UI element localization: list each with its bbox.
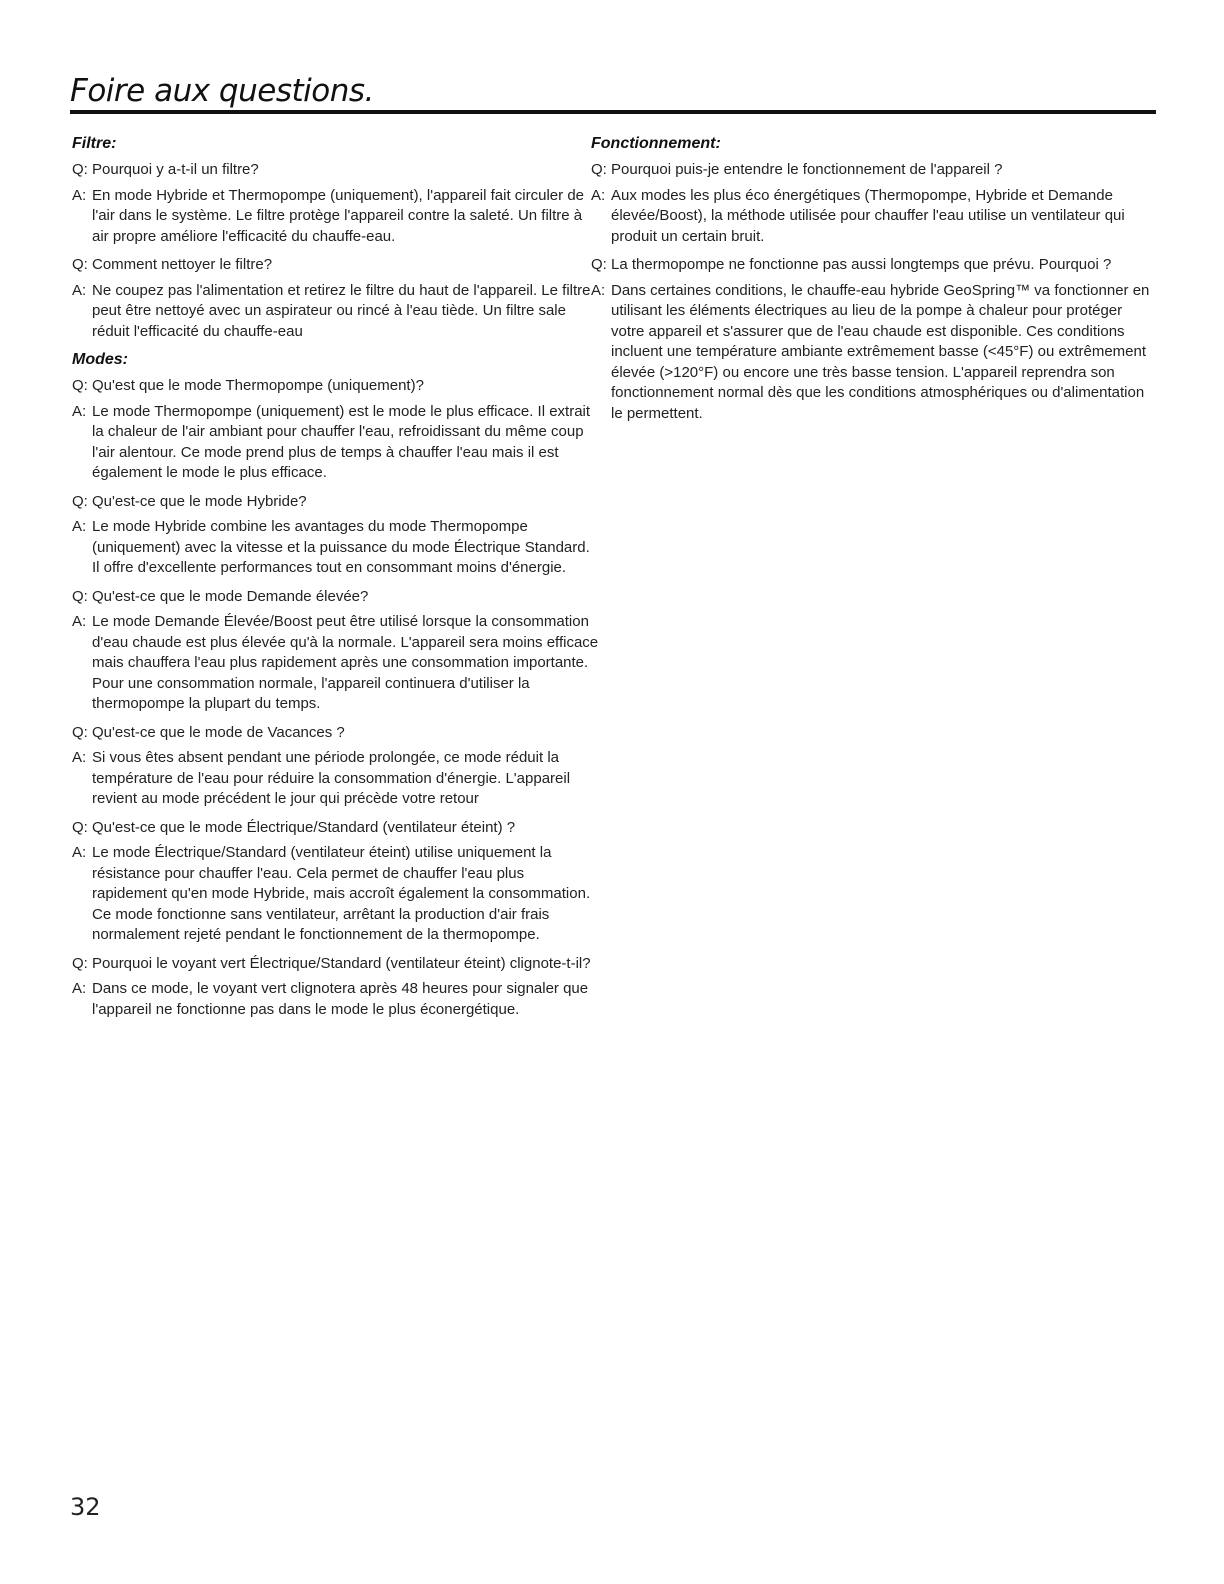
answer [72,843,600,946]
question-text: Qu'est que le mode Thermopompe (uniquement)? [92,377,424,394]
answer-text: Le mode Thermopompe (uniquement) est le mode le plus efficace. Il extrait la chaleur de l'air ambiant pour chauffer l'eau, refroidissant du même coup l'air alentour. Ce mode prend plus de temps à chauffer l'eau mais il est également le mode le plus efficace. [92,402,591,481]
question-marker: Q: [72,818,88,836]
answer-text: Dans ce mode, le voyant vert clignotera après 48 heures pour signaler que l'appareil ne fonctionne pas dans le mode le plus éconergétique. [92,980,589,1018]
answer-text: Dans certaines conditions, le chauffe-eau hybride GeoSpring™ va fonctionner en utilisant les éléments électriques au lieu de la pompe à chaleur pour protéger votre appareil et s'assurer que de l'eau chaude est disponible. Ces conditions incluent une température ambiante extrêmement basse (<45°F) ou extrêmement élevée (>120°F) ou encore une très basse tension. L'appareil reprendra son fonctionnement normal dès que les conditions atmosphériques ou d'alimentation le permettent. [611,281,1150,422]
question-text: Pourquoi y a-t-il un filtre? [92,161,259,178]
question-text: Pourquoi puis-je entendre le fonctionnement de l'appareil ? [611,161,1003,178]
question [72,818,600,839]
left-column [72,134,600,1028]
section-heading: Filtre: [72,135,117,152]
page-title: Foire aux questions. [70,73,374,109]
question-marker: Q: [72,954,88,972]
answer-marker: A: [72,281,87,299]
answer [72,402,600,484]
section-modes [72,350,600,1020]
question-marker: Q: [591,161,607,178]
question-marker: Q: [72,161,88,178]
answer-text: Aux modes les plus éco énergétiques (Thermopompe, Hybride et Demande élevée/Boost), la méthode utilisée pour chauffer l'eau utilise un ventilateur qui produit un certain bruit. [611,186,1125,245]
question [72,587,600,608]
question-text: Qu'est-ce que le mode de Vacances ? [92,723,345,741]
answer [72,281,600,343]
question [591,160,1156,181]
question [72,255,600,276]
answer-text: En mode Hybride et Thermopompe (uniquement), l'appareil fait circuler de l'air dans le système. Le filtre protège l'appareil contre la saleté. Un filtre à air propre améliore l'efficacité du chauffe-eau. [92,186,584,245]
answer-marker: A: [72,844,87,861]
answer [72,186,600,248]
question-text: La thermopompe ne fonctionne pas aussi longtemps que prévu. Pourquoi ? [611,256,1112,273]
qa-list [591,160,1156,424]
question-marker: Q: [72,587,88,605]
page-number: 32 [70,1493,101,1521]
question-marker: Q: [72,492,88,510]
answer-text: Ne coupez pas l'alimentation et retirez le filtre du haut de l'appareil. Le filtre peut être nettoyé avec un aspirateur ou rincé à l'eau tiède. Un filtre sale réduit l'efficacité du chauffe-eau [92,281,591,340]
question [72,376,600,397]
answer [72,979,600,1020]
answer-marker: A: [72,186,87,204]
answer-marker: A: [72,402,87,420]
question-marker: Q: [591,256,607,273]
answer-marker: A: [72,980,87,997]
title-rule [70,110,1156,114]
question [72,954,600,975]
question-text: Comment nettoyer le filtre? [92,256,273,273]
answer-marker: A: [72,518,87,535]
question [72,492,600,513]
section-heading: Fonctionnement: [591,135,721,152]
section-fonctionnement [591,134,1156,424]
answer-marker: A: [72,749,87,766]
qa-list [72,160,600,342]
answer-text: Le mode Électrique/Standard (ventilateur éteint) utilise uniquement la résistance pour chauffer l'eau. Cela permet de chauffer l'eau plus rapidement qu'en mode Hybride, mais accroît également la consommation. Ce mode fonctionne sans ventilateur, arrêtant la production d'air frais normalement rejeté pendant le fonctionnement de la thermopompe. [92,844,591,943]
section-heading: Modes: [72,351,128,368]
answer [591,281,1156,425]
question-text: Qu'est-ce que le mode Électrique/Standard (ventilateur éteint) ? [92,818,516,836]
answer [72,517,600,579]
answer [591,186,1156,248]
section-filtre [72,134,600,342]
answer-marker: A: [72,613,87,630]
page-header [70,74,1156,114]
answer-text: Le mode Demande Élevée/Boost peut être utilisé lorsque la consommation d'eau chaude est plus élevée qu'à la normale. L'appareil sera moins efficace mais chauffera l'eau plus rapidement après une consommation importante. Pour une consommation normale, l'appareil continuera d'utiliser la thermopompe la plupart du temps. [92,613,599,712]
question-text: Qu'est-ce que le mode Hybride? [92,492,307,510]
answer-marker: A: [591,281,606,299]
answer [72,612,600,715]
question [72,160,600,181]
answer-text: Le mode Hybride combine les avantages du mode Thermopompe (uniquement) avec la vitesse et la puissance du mode Électrique Standard. Il offre d'excellente performances tout en consommant moins d'énergie. [92,518,590,576]
answer [72,748,600,810]
question-marker: Q: [72,377,88,394]
question-marker: Q: [72,256,88,273]
question-marker: Q: [72,723,88,741]
question [591,255,1156,276]
question-text: Pourquoi le voyant vert Électrique/Standard (ventilateur éteint) clignote-t-il? [92,954,591,972]
question [72,723,600,744]
answer-marker: A: [591,186,606,204]
right-column [591,134,1156,432]
qa-list [72,376,600,1020]
question-text: Qu'est-ce que le mode Demande élevée? [92,587,369,605]
answer-text: Si vous êtes absent pendant une période prolongée, ce mode réduit la température de l'eau pour réduire la consommation d'énergie. L'appareil revient au mode précédent le jour qui précède votre retour [92,749,571,807]
